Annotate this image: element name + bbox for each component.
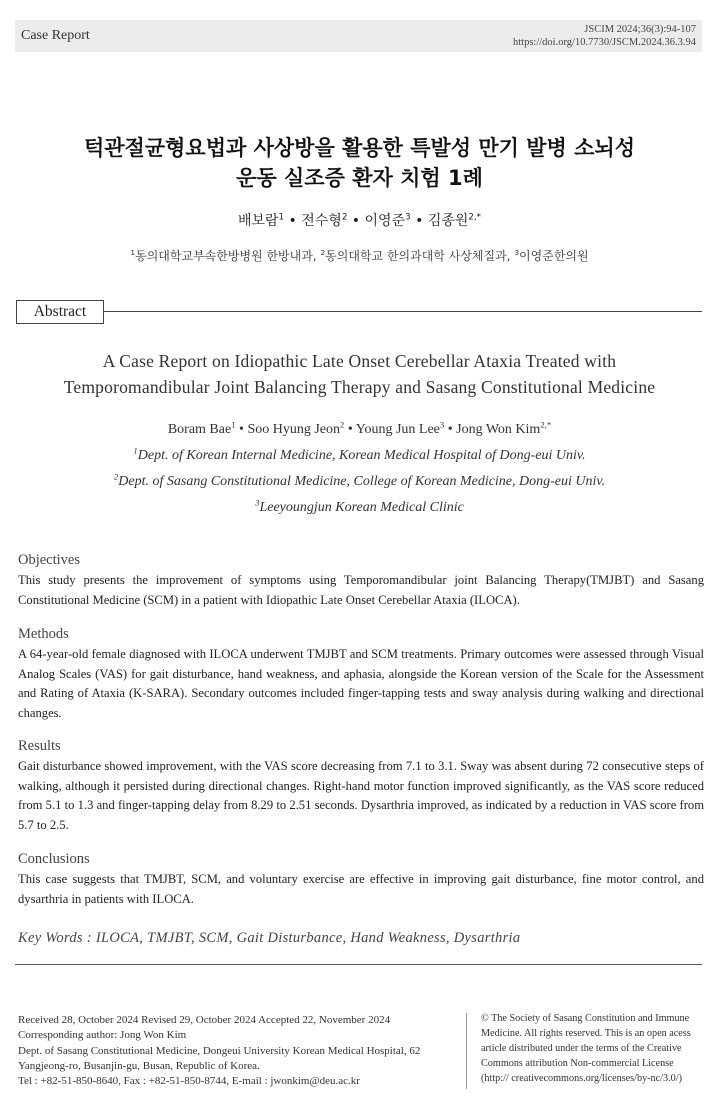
english-affiliation <box>0 471 719 490</box>
journal-reference: JSCIM 2024;36(3):94-107 <box>584 24 696 35</box>
korean-title <box>0 133 719 193</box>
affiliation-superscript: 1 <box>133 445 138 456</box>
korean-author-name: 이영준 <box>364 213 406 229</box>
english-author-name: Young Jun Lee <box>355 422 440 437</box>
english-title <box>0 348 719 400</box>
author-separator: • <box>284 213 302 229</box>
section-heading: Objectives <box>18 552 81 568</box>
affiliation-superscript: 2 <box>320 248 326 257</box>
results-section <box>18 737 704 835</box>
author-superscript: 1 <box>231 419 236 430</box>
article-type-label: Case Report <box>21 28 90 43</box>
english-affiliation <box>0 497 719 516</box>
english-affiliation-text: Leeyoungjun Korean Medical Clinic <box>259 500 464 515</box>
abstract-divider <box>104 311 702 312</box>
korean-author-name: 전수형 <box>301 213 342 229</box>
footer-divider <box>466 1013 467 1089</box>
affiliation-superscript: 2 <box>113 471 119 482</box>
korean-author-list <box>0 210 719 230</box>
received-dates: Received 28, October 2024 Revised 29, October 2024 Accepted 22, November 2024 <box>18 1014 391 1026</box>
author-separator: • <box>444 422 457 437</box>
objectives-section <box>18 551 704 610</box>
license-notice: © The Society of Sasang Constitution and Immune Medicine. All rights reserved. This is an open acess article distributed under the terms of the Creative Commons attribution Non-commercial License (http:// creativecommons.org/licenses/by-nc/3.0/) <box>481 1013 691 1084</box>
korean-affiliation: 이영준한의원 <box>519 249 589 263</box>
english-author-name: Boram Bae <box>167 422 232 437</box>
author-superscript: 3 <box>439 419 445 430</box>
author-superscript: 3 <box>405 212 411 223</box>
english-title-line-2: Temporomandibular Joint Balancing Therapy and Sasang Constitutional Medicine <box>63 377 656 397</box>
author-separator: • <box>347 213 365 229</box>
author-superscript: 2 <box>340 419 345 430</box>
korean-author-name: 배보람 <box>237 213 279 229</box>
author-superscript: 2,* <box>540 419 552 430</box>
doi-link[interactable]: https://doi.org/10.7730/JSCM.2024.36.3.94 <box>513 37 696 48</box>
section-heading: Methods <box>18 626 69 642</box>
section-body: This study presents the improvement of symptoms using Temporomandibular joint Balancing Therapy(TMJBT) and Sasang Constitutional Medicine (SCM) in a patient with Idiopathic Late Onset Cerebellar Ataxia (ILOCA). <box>18 573 704 607</box>
english-author-name: Soo Hyung Jeon <box>247 422 341 437</box>
keywords: Key Words : ILOCA, TMJBT, SCM, Gait Disturbance, Hand Weakness, Dysarthria <box>18 930 521 946</box>
author-superscript: 2,* <box>468 212 482 223</box>
keywords-divider <box>15 964 702 965</box>
section-body: This case suggests that TMJBT, SCM, and voluntary exercise are effective in improving gait disturbance, fine motor control, and dysarthria in patients with ILOCA. <box>18 872 704 906</box>
author-superscript: 1 <box>278 212 285 223</box>
section-body: Gait disturbance showed improvement, with the VAS score decreasing from 7.1 to 3.1. Sway was absent during 72 consecutive steps of walking, although it persisted during directional changes. Right-hand motor function improved significantly, as the VAS score reduced from 5.1 to 1.3 and finger-tapping delay from 8.29 to 2.51 seconds. Dysarthria improved, as indicated by a reduction in VAS score from 5.7 to 2.5. <box>18 759 704 832</box>
english-affiliation-text: Dept. of Korean Internal Medicine, Korean Medical Hospital of Dong-eui Univ. <box>137 448 586 463</box>
corresponding-author: Corresponding author: Jong Won Kim <box>18 1029 187 1042</box>
korean-title-line-2: 운동 실조증 환자 치험 1례 <box>236 166 483 190</box>
affiliation-superscript: 3 <box>514 248 520 257</box>
section-heading: Results <box>18 738 61 754</box>
korean-affiliation: 동의대학교부속한방병원 한방내과, <box>135 249 321 263</box>
author-superscript: 2 <box>341 212 348 223</box>
english-author-name: Jong Won Kim <box>456 422 541 437</box>
english-title-line-1: A Case Report on Idiopathic Late Onset Cerebellar Ataxia Treated with <box>102 351 617 371</box>
running-header <box>15 20 702 52</box>
korean-affiliation: 동의대학교 한의과대학 사상체질과, <box>325 249 515 263</box>
english-affiliation-text: Dept. of Sasang Constitutional Medicine, College of Korean Medicine, Dong-eui Univ. <box>118 474 606 489</box>
journal-citation <box>513 23 696 49</box>
author-separator: • <box>344 422 356 437</box>
conclusions-section <box>18 850 704 909</box>
english-affiliation <box>0 445 719 464</box>
korean-affiliations <box>0 247 719 264</box>
korean-author-name: 김종원 <box>427 213 469 229</box>
author-separator: • <box>235 422 248 437</box>
section-heading: Conclusions <box>18 851 90 867</box>
address-line: Dept. of Sasang Constitutional Medicine, Dongeui University Korean Medical Hospital, 62 <box>18 1044 421 1057</box>
methods-section <box>18 625 704 723</box>
affiliation-superscript: 3 <box>255 497 260 508</box>
korean-title-line-1: 턱관절균형요법과 사상방을 활용한 특발성 만기 발병 소뇌성 <box>83 136 635 160</box>
contact-info: Tel : +82-51-850-8640, Fax : +82-51-850-8744, E-mail : jwonkim@deu.ac.kr <box>18 1075 360 1088</box>
english-author-list <box>0 419 719 438</box>
affiliation-superscript: 1 <box>130 248 136 257</box>
abstract-label: Abstract <box>16 300 104 324</box>
section-body: A 64-year-old female diagnosed with ILOCA underwent TMJBT and SCM treatments. Primary outcomes were assessed through Visual Analog Scales (VAS) for gait disturbance, hand weakness, and aphasia, alongside the Korean version of the Scale for the Assessment and Rating of Ataxia (K-SARA). Secondary outcomes included finger-tapping tests and sway analysis during walking and directional changes. <box>18 647 704 720</box>
author-separator: • <box>410 213 428 229</box>
article-history <box>18 1013 458 1089</box>
address-line: Yangjeong-ro, Busanjin-gu, Busan, Republic of Korea. <box>18 1059 260 1072</box>
